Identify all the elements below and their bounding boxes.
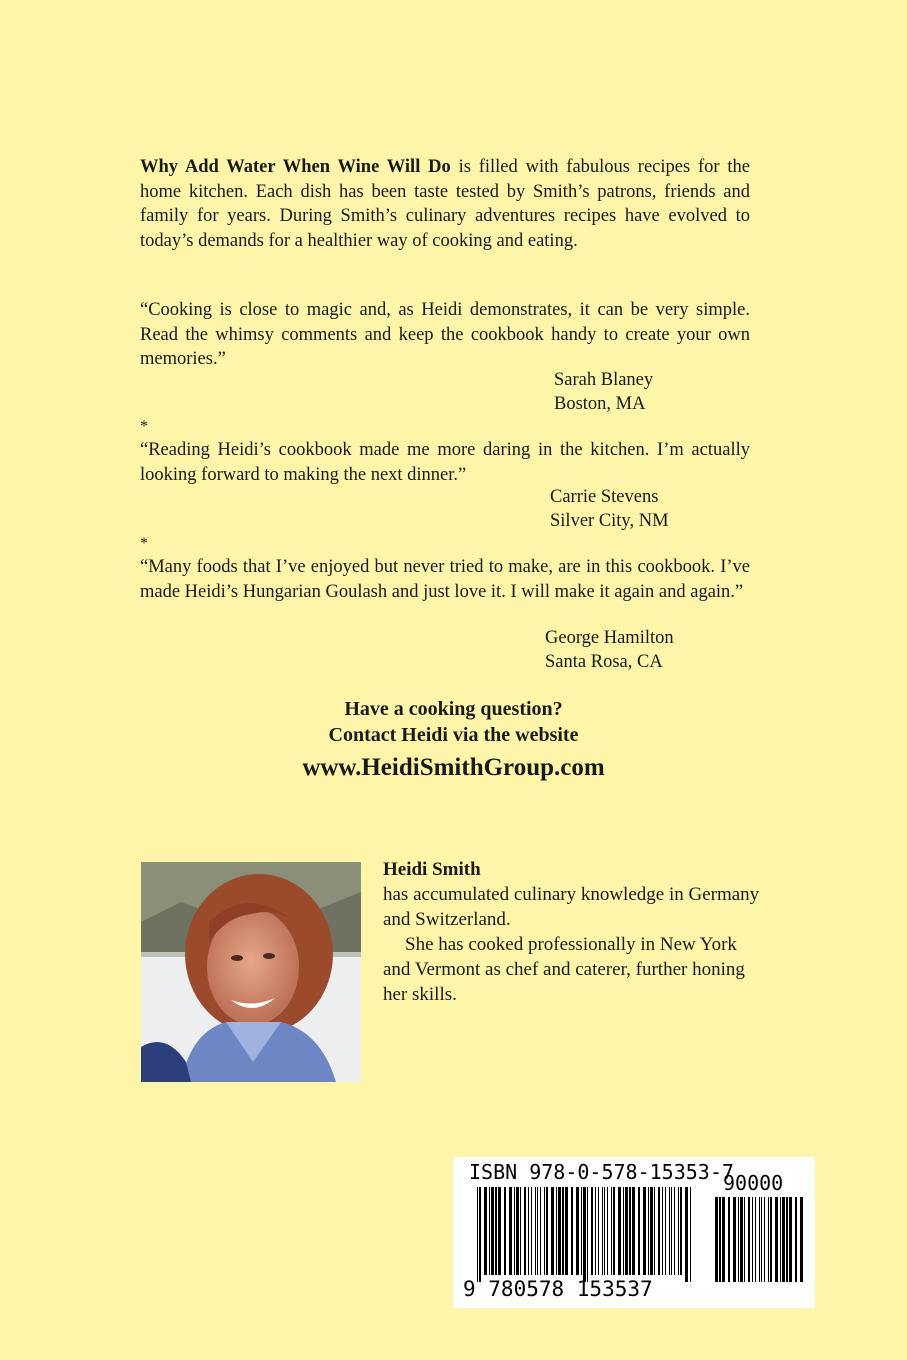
testimonial-location: Santa Rosa, CA xyxy=(545,652,663,672)
testimonial-quote: “Cooking is close to magic and, as Heidi demonstrates, it can be very simple. Read the whimsy comments and keep the cookbook handy to create your own memories.” xyxy=(140,300,750,369)
author-photo xyxy=(141,862,361,1082)
barcode-digits: 9 780578 153537 xyxy=(463,1277,653,1301)
intro-paragraph xyxy=(140,155,750,253)
testimonial-quote: “Many foods that I’ve enjoyed but never tried to make, are in this cookbook. I’ve made Heidi’s Hungarian Goulash and just love it. I will make it again and again.” xyxy=(140,557,750,602)
barcode-addon-number: 90000 xyxy=(723,1171,784,1195)
testimonial-name: Sarah Blaney xyxy=(554,370,654,390)
testimonial-name: George Hamilton xyxy=(545,628,674,648)
contact-question: Have a cooking question? xyxy=(344,698,563,720)
contact-block xyxy=(0,696,907,786)
author-bio xyxy=(383,857,763,1007)
testimonial-quote: “Reading Heidi’s cookbook made me more daring in the kitchen. I’m actually looking forward to making the next dinner.” xyxy=(140,440,750,485)
author-name: Heidi Smith xyxy=(383,859,481,880)
intro-text: is filled with fabulous recipes for the home kitchen. Each dish has been taste tested by Smith’s patrons, friends and family for years. During Smith’s culinary adventures recipes have evolved to today’s demands for a healthier way of cooking and eating. xyxy=(140,157,750,251)
testimonial-location: Boston, MA xyxy=(554,394,646,414)
author-bio-line2: She has cooked professionally in New York and Vermont as chef and caterer, further honing her skills. xyxy=(383,934,745,1005)
separator: * xyxy=(140,418,148,435)
separator: * xyxy=(140,535,148,552)
website-link[interactable]: www.HeidiSmithGroup.com xyxy=(302,754,605,781)
testimonial-name: Carrie Stevens xyxy=(550,487,659,507)
author-bio-line1: has accumulated culinary knowledge in Germany and Switzerland. xyxy=(383,884,760,930)
isbn-label: ISBN 978-0-578-15353-7 xyxy=(469,1160,734,1184)
testimonial-location: Silver City, NM xyxy=(550,511,669,531)
isbn-barcode xyxy=(453,1157,815,1308)
contact-instruction: Contact Heidi via the website xyxy=(328,724,579,746)
book-title: Why Add Water When Wine Will Do xyxy=(140,157,451,177)
